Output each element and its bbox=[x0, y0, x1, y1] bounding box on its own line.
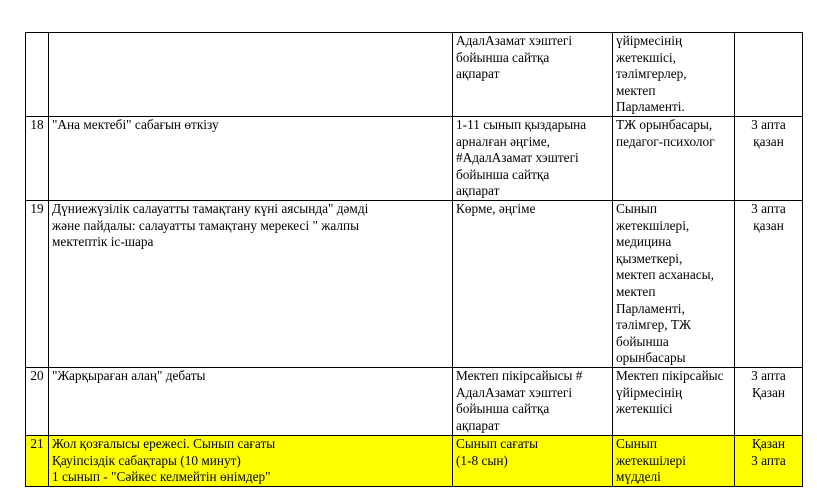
form-line: (1-8 сын) bbox=[456, 452, 508, 468]
row-number: 19 bbox=[26, 201, 49, 368]
event-cell bbox=[49, 33, 453, 117]
responsible-line: жетекшілері, bbox=[616, 217, 690, 233]
row-number bbox=[26, 33, 49, 117]
form-line: ақпарат bbox=[456, 183, 500, 199]
responsible-line: бойынша bbox=[616, 333, 669, 349]
date-line: 3 апта bbox=[751, 201, 786, 216]
date-line: 3 апта bbox=[751, 368, 786, 383]
responsible-line: мектеп асханасы, bbox=[616, 267, 714, 283]
form-line: бойынша сайтқа bbox=[456, 166, 550, 182]
date-line: Қазан bbox=[751, 436, 786, 451]
responsible-line: мүдделі bbox=[616, 469, 661, 485]
event-line: 1 сынып - "Сәйкес келмейтін өнімдер" bbox=[52, 469, 271, 485]
date-cell bbox=[735, 436, 803, 487]
date-line: қазан bbox=[753, 133, 784, 149]
form-line: #АдалАзамат хэштегі bbox=[456, 150, 579, 166]
plan-table bbox=[25, 32, 803, 487]
date-cell bbox=[735, 201, 803, 368]
table-row bbox=[26, 368, 803, 436]
form-line: арналған әңгіме, bbox=[456, 133, 550, 149]
date-line: Қазан bbox=[751, 384, 786, 400]
responsible-line: мектеп bbox=[616, 82, 656, 98]
date-line: 3 апта bbox=[751, 452, 786, 468]
form-line: бойынша сайтқа bbox=[456, 49, 550, 65]
responsible-line: қызметкері, bbox=[616, 250, 683, 266]
table-row bbox=[26, 117, 803, 201]
row-number: 21 bbox=[26, 436, 49, 487]
responsible-line: Сынып bbox=[616, 436, 657, 451]
responsible-cell bbox=[613, 33, 735, 117]
form-line: 1-11 сынып қыздарына bbox=[456, 117, 587, 132]
responsible-line: орынбасары bbox=[616, 350, 686, 366]
row-number: 20 bbox=[26, 368, 49, 436]
event-line: "Ана мектебі" сабағын өткізу bbox=[52, 117, 219, 132]
table-row-highlighted bbox=[26, 436, 803, 487]
form-cell bbox=[453, 436, 613, 487]
responsible-line: жетекшілері bbox=[616, 452, 686, 468]
form-line: бойынша сайтқа bbox=[456, 401, 550, 417]
date-cell bbox=[735, 117, 803, 201]
date-line: қазан bbox=[753, 217, 784, 233]
responsible-cell bbox=[613, 436, 735, 487]
form-line: АдалАзамат хэштегі bbox=[456, 33, 573, 48]
form-line: Сынып сағаты bbox=[456, 436, 539, 451]
responsible-line: мектеп bbox=[616, 283, 656, 299]
form-line: ақпарат bbox=[456, 66, 500, 82]
event-cell bbox=[49, 201, 453, 368]
event-cell bbox=[49, 436, 453, 487]
responsible-line: тәлімгер, ТЖ bbox=[616, 317, 691, 333]
table-row bbox=[26, 201, 803, 368]
event-line: Жол қозғалысы ережесі. Сынып сағаты bbox=[52, 436, 276, 451]
responsible-line: Парламенті, bbox=[616, 300, 685, 316]
event-line: "Жарқыраған алаң" дебаты bbox=[52, 368, 206, 383]
form-cell bbox=[453, 368, 613, 436]
responsible-line: ТЖ орынбасары, bbox=[616, 117, 713, 132]
event-line: Қауіпсіздік сабақтары (10 минут) bbox=[52, 452, 241, 468]
form-line: ақпарат bbox=[456, 417, 500, 433]
event-cell bbox=[49, 368, 453, 436]
date-line: 3 апта bbox=[751, 117, 786, 132]
event-cell bbox=[49, 117, 453, 201]
responsible-line: тәлімгерлер, bbox=[616, 66, 687, 82]
row-number: 18 bbox=[26, 117, 49, 201]
responsible-line: жетекшісі, bbox=[616, 49, 676, 65]
event-line: және пайдалы: салауатты тамақтану мерекесі " жалпы bbox=[52, 217, 360, 233]
responsible-line: үйірмесінің bbox=[616, 384, 683, 400]
responsible-cell bbox=[613, 117, 735, 201]
form-line: Мектеп пікірсайысы # bbox=[456, 368, 583, 383]
responsible-line: Парламенті. bbox=[616, 99, 685, 115]
table-row bbox=[26, 33, 803, 117]
responsible-line: Сынып bbox=[616, 201, 657, 216]
responsible-cell bbox=[613, 201, 735, 368]
form-line: АдалАзамат хэштегі bbox=[456, 384, 573, 400]
responsible-line: педагог-психолог bbox=[616, 133, 715, 149]
date-cell bbox=[735, 33, 803, 117]
responsible-line: жетекшісі bbox=[616, 401, 673, 417]
responsible-line: Мектеп пікірсайыс bbox=[616, 368, 724, 383]
date-cell bbox=[735, 368, 803, 436]
responsible-line: медицина bbox=[616, 234, 672, 250]
form-cell bbox=[453, 201, 613, 368]
form-cell bbox=[453, 33, 613, 117]
form-line: Көрме, әңгіме bbox=[456, 201, 536, 216]
form-cell bbox=[453, 117, 613, 201]
responsible-line: үйірмесінің bbox=[616, 33, 683, 48]
event-line: мектептік іс-шара bbox=[52, 234, 154, 250]
event-line: Дүниежүзілік салауатты тамақтану күні аясында" дәмді bbox=[52, 201, 369, 216]
responsible-cell bbox=[613, 368, 735, 436]
